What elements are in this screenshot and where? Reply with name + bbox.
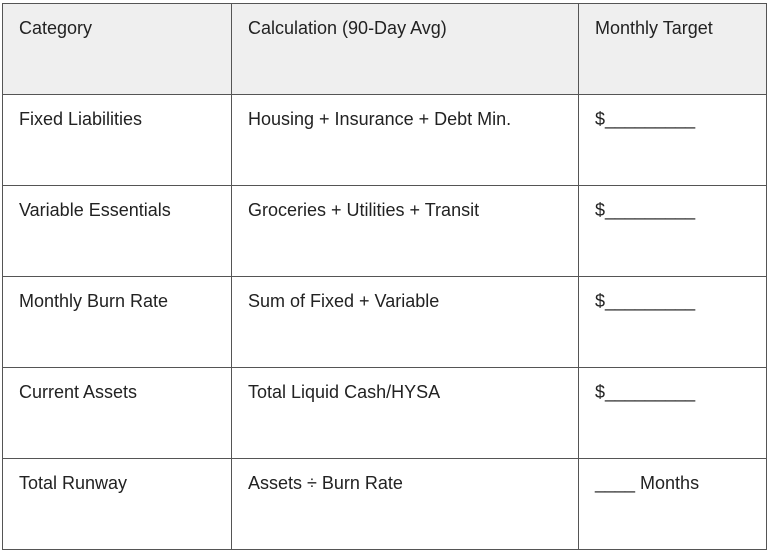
cell-target: $_________ — [579, 186, 767, 277]
cell-category: Total Runway — [3, 459, 232, 550]
cell-category: Fixed Liabilities — [3, 95, 232, 186]
cell-category: Current Assets — [3, 368, 232, 459]
table-row — [3, 95, 767, 186]
table-row — [3, 459, 767, 550]
cell-target: ____ Months — [579, 459, 767, 550]
table-row — [3, 186, 767, 277]
cell-calculation: Total Liquid Cash/HYSA — [232, 368, 579, 459]
table-row — [3, 277, 767, 368]
cell-calculation: Sum of Fixed + Variable — [232, 277, 579, 368]
cell-target: $_________ — [579, 277, 767, 368]
header-calculation: Calculation (90-Day Avg) — [232, 4, 579, 95]
header-monthly-target: Monthly Target — [579, 4, 767, 95]
header-row — [3, 4, 767, 95]
table-header — [3, 4, 767, 95]
cell-target: $_________ — [579, 368, 767, 459]
cell-target: $_________ — [579, 95, 767, 186]
table-row — [3, 368, 767, 459]
runway-table — [2, 3, 767, 550]
table-body — [3, 95, 767, 550]
cell-calculation: Groceries + Utilities + Transit — [232, 186, 579, 277]
cell-category: Variable Essentials — [3, 186, 232, 277]
header-category: Category — [3, 4, 232, 95]
cell-calculation: Assets ÷ Burn Rate — [232, 459, 579, 550]
cell-category: Monthly Burn Rate — [3, 277, 232, 368]
cell-calculation: Housing + Insurance + Debt Min. — [232, 95, 579, 186]
